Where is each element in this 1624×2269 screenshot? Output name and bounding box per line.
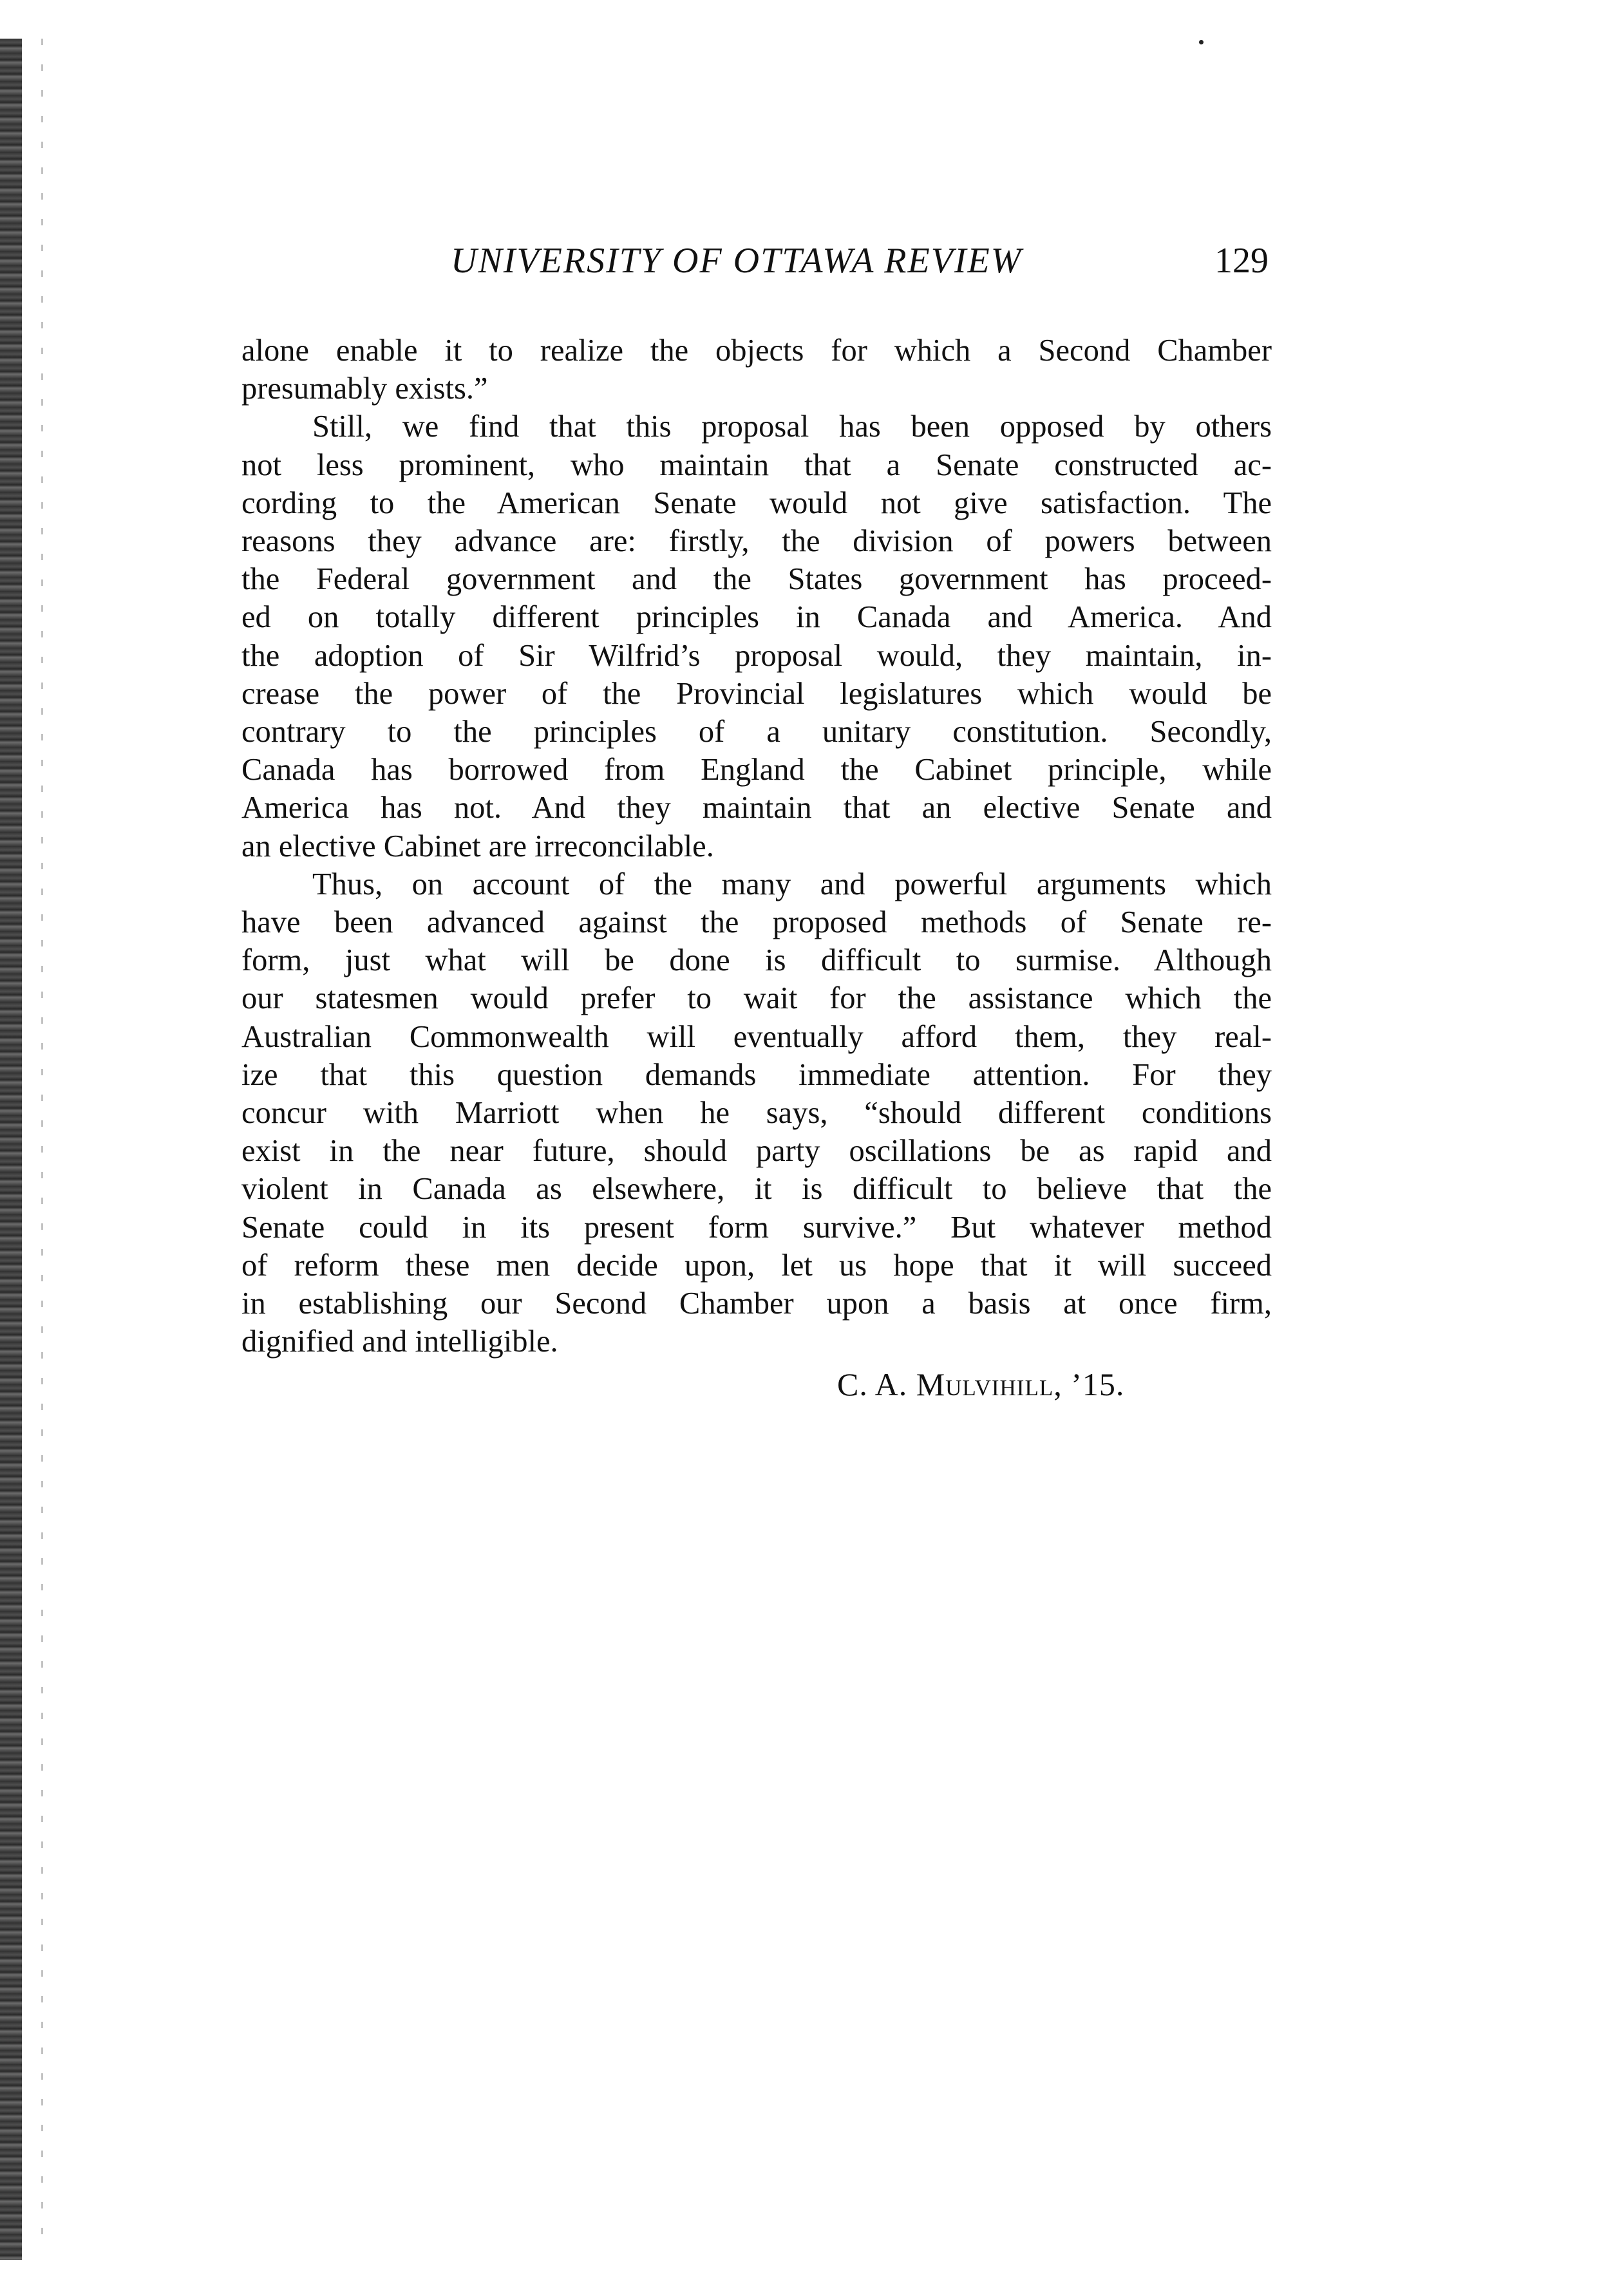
scan-speck <box>1199 40 1204 44</box>
text-line: presumably exists.” <box>241 372 488 406</box>
text-line: Senate could in its present form survive.” But whatever method <box>241 1210 1272 1245</box>
text-line: contrary to the principles of a unitary constitution. Secondly, <box>241 715 1272 749</box>
text-line: reasons they advance are: firstly, the division of powers between <box>241 524 1272 559</box>
text-line: Australian Commonwealth will eventually afford them, they real- <box>241 1019 1272 1054</box>
text-line: exist in the near future, should party oscillations be as rapid and <box>241 1134 1272 1169</box>
text-line: Canada has borrowed from England the Cabinet principle, while <box>241 753 1272 787</box>
running-head <box>451 235 1281 287</box>
text-line: ed on totally different principles in Canada and America. And <box>241 600 1272 635</box>
text-line: the Federal government and the States government has proceed- <box>241 562 1272 597</box>
article-body <box>241 332 1272 1360</box>
text-line: dignified and intelligible. <box>241 1324 558 1359</box>
text-line: in establishing our Second Chamber upon a basis at once firm, <box>241 1286 1272 1321</box>
text-line: crease the power of the Provincial legislatures which would be <box>241 676 1272 711</box>
author-signature: C. A. Mulvihill, ’15. <box>837 1366 1125 1402</box>
page-number: 129 <box>1214 241 1269 281</box>
text-line: not less prominent, who maintain that a Senate constructed ac- <box>241 447 1272 482</box>
running-title: UNIVERSITY OF OTTAWA REVIEW <box>451 241 1023 281</box>
text-line: America has not. And they maintain that an elective Senate and <box>241 791 1272 825</box>
binding-shadow <box>41 39 43 2254</box>
text-line: the adoption of Sir Wilfrid’s proposal would, they maintain, in- <box>241 638 1272 673</box>
text-line: an elective Cabinet are irreconcilable. <box>241 829 714 863</box>
text-line: of reform these men decide upon, let us hope that it will succeed <box>241 1248 1272 1283</box>
text-line: concur with Marriott when he says, “should different conditions <box>241 1096 1272 1131</box>
text-line: cording to the American Senate would not give satisfaction. The <box>241 485 1272 520</box>
text-line: form, just what will be done is difficult to surmise. Although <box>241 943 1272 978</box>
text-line: alone enable it to realize the objects for which a Second Chamber <box>241 334 1272 368</box>
text-line: ize that this question demands immediate attention. For they <box>241 1057 1272 1092</box>
text-line: our statesmen would prefer to wait for the assistance which the <box>241 981 1272 1016</box>
text-line: Thus, on account of the many and powerful arguments which <box>312 867 1272 901</box>
text-line: Still, we find that this proposal has been opposed by others <box>312 410 1272 444</box>
binding-edge <box>0 39 22 2260</box>
text-line: have been advanced against the proposed methods of Senate re- <box>241 905 1272 940</box>
text-line: violent in Canada as elsewhere, it is difficult to believe that the <box>241 1172 1272 1207</box>
